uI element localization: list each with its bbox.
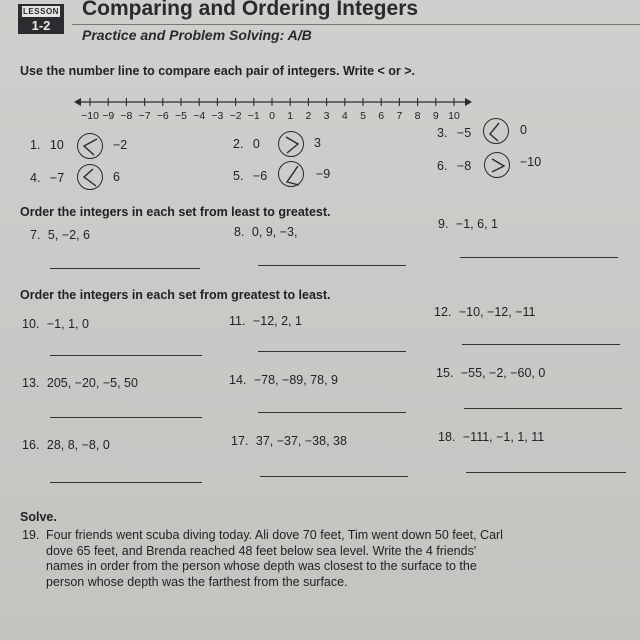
item-text: 5, −2, 6	[47, 228, 90, 242]
item-text: −1, 1, 0	[46, 317, 89, 331]
number-line-left-arrow	[74, 98, 81, 106]
answer-circle-5[interactable]	[278, 161, 304, 187]
greater-than-mark	[286, 137, 298, 153]
number-line	[74, 92, 474, 124]
number-line-label: −3	[211, 110, 224, 122]
number-line-ticks	[90, 98, 454, 106]
compare-item-1	[30, 138, 64, 152]
item-text: 28, 8, −8, 0	[46, 438, 110, 452]
item-number: 16.	[22, 438, 40, 452]
item-text: −55, −2, −60, 0	[460, 366, 546, 380]
item-number: 2.	[233, 137, 244, 151]
number-line-right-arrow	[465, 98, 472, 106]
compare-item-3	[437, 126, 471, 140]
answer-line-16[interactable]	[50, 482, 202, 483]
greatest-to-least-instruction: Order the integers in each set from greatest to least.	[20, 288, 331, 302]
compare-instruction: Use the number line to compare each pair of integers. Write < or >.	[20, 64, 416, 78]
item-number: 11.	[229, 314, 246, 328]
answer-line-10[interactable]	[50, 355, 202, 356]
number-line-label: 3	[323, 110, 330, 122]
item-number: 9.	[438, 217, 449, 231]
item-text: −78, −89, 78, 9	[253, 373, 338, 387]
number-line-label: −7	[138, 110, 151, 122]
item-right-value: 3	[314, 136, 321, 150]
answer-circle-6[interactable]	[484, 152, 510, 178]
question-19-number: 19.	[22, 528, 40, 542]
item-number: 12.	[434, 305, 452, 319]
page-subtitle: Practice and Problem Solving: A/B	[82, 27, 312, 43]
question-9	[438, 217, 498, 231]
answer-line-12[interactable]	[462, 344, 620, 345]
answer-line-15[interactable]	[464, 408, 622, 409]
question-10	[22, 317, 89, 331]
number-line-label: 2	[305, 110, 312, 122]
answer-circle-3[interactable]	[483, 118, 509, 144]
less-than-mark	[490, 123, 499, 141]
item-number: 18.	[438, 430, 456, 444]
item-text: 0, 9, −3,	[251, 225, 298, 239]
item-right-value: −2	[113, 138, 128, 152]
answer-line-7[interactable]	[50, 268, 200, 269]
item-right-value: 6	[113, 170, 120, 184]
answer-line-8[interactable]	[258, 265, 406, 266]
number-line-label: 7	[396, 110, 403, 122]
solve-heading: Solve.	[20, 510, 57, 524]
compare-item-5	[233, 169, 267, 183]
answer-line-17[interactable]	[260, 476, 408, 477]
less-than-mark	[84, 139, 97, 155]
header-rule	[72, 24, 640, 25]
item-left-value: 0	[252, 137, 260, 151]
lesson-badge	[18, 4, 64, 34]
item-text: 205, −20, −5, 50	[46, 376, 138, 390]
question-14	[229, 373, 338, 387]
number-line-label: 0	[269, 110, 275, 122]
least-to-greatest-instruction: Order the integers in each set from least to greatest.	[20, 205, 331, 219]
answer-line-9[interactable]	[460, 257, 618, 258]
compare-item-2	[233, 137, 260, 151]
item-left-value: −8	[456, 159, 472, 173]
item-number: 1.	[30, 138, 41, 152]
number-line-label: 6	[378, 110, 385, 122]
question-17	[231, 434, 347, 448]
less-than-mark	[84, 169, 96, 186]
item-text: −10, −12, −11	[458, 305, 536, 319]
question-15	[436, 366, 545, 380]
item-number: 15.	[436, 366, 454, 380]
number-line-label: 4	[341, 110, 348, 122]
item-number: 13.	[22, 376, 40, 390]
greater-than-mark	[287, 166, 299, 185]
item-number: 5.	[233, 169, 244, 183]
number-line-labels	[81, 110, 460, 122]
item-right-value: 0	[520, 123, 527, 137]
question-18	[438, 430, 544, 444]
number-line-label: −4	[193, 110, 206, 122]
item-left-value: −5	[456, 126, 472, 140]
question-7	[30, 228, 90, 242]
item-number: 4.	[30, 171, 41, 185]
number-line-label: −10	[81, 110, 99, 122]
number-line-label: 8	[414, 110, 421, 122]
number-line-label: −5	[175, 110, 187, 122]
question-19-text: Four friends went scuba diving today. Ali dove 70 feet, Tim went down 50 feet, Carl dove 65 feet, and Brenda reached 48 feet below sea level. Write the 4 friends' names in order from the person whose depth was closest to the surface to the person whose depth was the farthest from the surface.	[46, 528, 503, 589]
item-text: 37, −37, −38, 38	[255, 434, 347, 448]
item-left-value: 10	[49, 138, 64, 152]
item-number: 14.	[229, 373, 247, 387]
question-13	[22, 376, 138, 390]
number-line-label: 5	[360, 110, 366, 122]
item-text: −111, −1, 1, 11	[462, 430, 545, 444]
answer-line-11[interactable]	[258, 351, 406, 352]
item-text: −12, 2, 1	[252, 314, 302, 328]
question-11	[229, 314, 302, 328]
number-line-label: −9	[102, 110, 115, 122]
item-left-value: −7	[49, 171, 65, 185]
number-line-label: −2	[229, 110, 242, 122]
item-right-value: −10	[520, 155, 542, 169]
answer-line-18[interactable]	[466, 472, 626, 473]
lesson-label: LESSON	[21, 5, 61, 18]
answer-line-13[interactable]	[50, 417, 202, 418]
item-text: −1, 6, 1	[455, 217, 498, 231]
number-line-label: 9	[432, 110, 439, 122]
answer-circle-2[interactable]	[278, 131, 304, 157]
item-number: 6.	[437, 159, 448, 173]
item-left-value: −6	[252, 169, 268, 183]
lesson-number: 1-2	[31, 18, 51, 33]
item-number: 10.	[22, 317, 40, 331]
number-line-label: −6	[156, 110, 169, 122]
item-number: 7.	[30, 228, 41, 242]
greater-than-mark	[492, 159, 504, 172]
number-line-label: 1	[287, 110, 294, 122]
compare-item-4	[30, 171, 64, 185]
answer-line-14[interactable]	[258, 412, 406, 413]
number-line-label: 10	[448, 110, 460, 122]
item-number: 8.	[234, 225, 245, 239]
compare-item-6	[437, 159, 471, 173]
question-16	[22, 438, 110, 452]
item-right-value: −9	[316, 167, 331, 181]
item-number: 3.	[437, 126, 448, 140]
page-title: Comparing and Ordering Integers	[82, 0, 419, 20]
number-line-label: −1	[247, 110, 260, 122]
answer-circle-4[interactable]	[77, 164, 103, 190]
number-line-label: −8	[120, 110, 133, 122]
answer-circle-1[interactable]	[77, 133, 103, 159]
question-12	[434, 305, 535, 319]
question-8	[234, 225, 297, 239]
item-number: 17.	[231, 434, 249, 448]
